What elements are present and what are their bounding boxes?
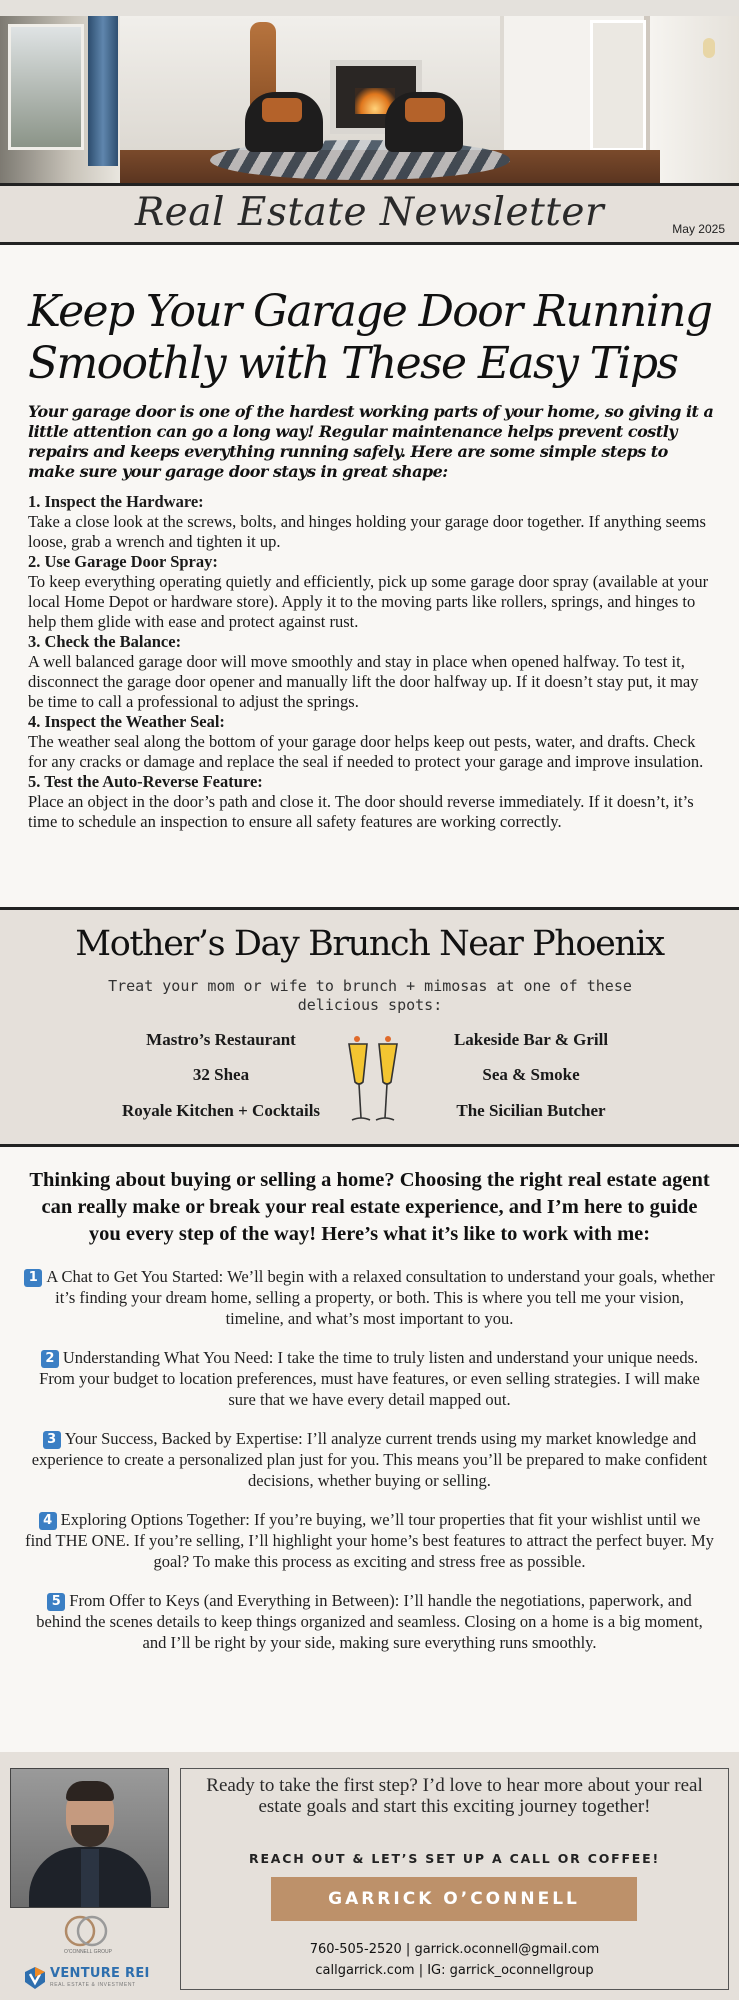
oconnell-group-logo bbox=[60, 1914, 112, 1948]
restaurant-name: 32 Shea bbox=[192, 1065, 250, 1084]
contact-box bbox=[180, 1768, 729, 1990]
newsletter-header bbox=[0, 183, 739, 245]
step-number-badge: 4 bbox=[39, 1512, 57, 1530]
process-step bbox=[24, 1509, 715, 1572]
tip-heading: 5. Test the Auto-Reverse Feature: bbox=[28, 772, 263, 791]
tip-body: Place an object in the door’s path and close it. The door should reverse immediately. If it doesn’t, it’s time to schedule an inspection to ensure all safety features are working correctly. bbox=[28, 792, 694, 831]
agent-lead: Thinking about buying or selling a home? Choosing the right real estate agent can really make or break your real estate experience, and I’m here to guide you every step of the way! Here’s what it’s like to work with me: bbox=[29, 1169, 710, 1245]
step-text: Your Success, Backed by Expertise: I’ll analyze current trends using my market knowledge and experience to create a personalized plan just for you. This means you’ll be prepared to make confident decisions, whether buying or selling. bbox=[31, 1429, 708, 1490]
process-step bbox=[24, 1590, 715, 1653]
newsletter-title: Real Estate Newsletter bbox=[134, 190, 605, 235]
article-title: Keep Your Garage Door Running Smoothly with These Easy Tips bbox=[28, 286, 712, 389]
restaurant-name: Mastro’s Restaurant bbox=[146, 1030, 296, 1049]
brunch-subtitle: Treat your mom or wife to brunch + mimosas at one of these delicious spots: bbox=[108, 977, 632, 1014]
tip-body: The weather seal along the bottom of your garage door helps keep out pests, water, and drafts. Check for any cracks or damage and replace the seal if needed to protect your garage and improve insulation. bbox=[28, 732, 704, 771]
agent-section bbox=[24, 1167, 715, 1653]
article-intro: Your garage door is one of the hardest working parts of your home, so giving it a little attention can go a long way! Regular maintenance helps prevent costly repairs and keeps everything running safely. Here are some simple steps to make sure your garage door stays in great shape: bbox=[28, 402, 714, 481]
brand-logos bbox=[20, 1914, 160, 1994]
tip-item bbox=[28, 552, 718, 632]
process-step bbox=[24, 1428, 715, 1491]
cta-callout: REACH OUT & LET’S SET UP A CALL OR COFFEE! bbox=[249, 1851, 660, 1866]
garage-article bbox=[28, 286, 718, 832]
hero-photo bbox=[0, 0, 739, 183]
tip-body: To keep everything operating quietly and efficiently, pick up some garage door spray (available at your local Home Depot or hardware store). Apply it to the moving parts like rollers, springs, and hinges to help them glide with ease and protect against rust. bbox=[28, 572, 709, 631]
tip-heading: 3. Check the Balance: bbox=[28, 632, 182, 651]
tip-heading: 2. Use Garage Door Spray: bbox=[28, 552, 218, 571]
champagne-glasses-icon bbox=[341, 1030, 405, 1130]
venture-rei-brand: VENTURE REI bbox=[50, 1966, 150, 1981]
agent-photo bbox=[10, 1768, 169, 1908]
step-number-badge: 2 bbox=[41, 1350, 59, 1368]
step-number-badge: 1 bbox=[24, 1269, 42, 1287]
tip-body: A well balanced garage door will move smoothly and stay in place when opened halfway. To test it, disconnect the garage door opener and manually lift the door halfway up. If it doesn’t stay put, it may be time to call a professional to adjust the springs. bbox=[28, 652, 699, 711]
restaurant-name: Lakeside Bar & Grill bbox=[453, 1030, 609, 1049]
tip-body: Take a close look at the screws, bolts, and hinges holding your garage door together. If anything seems loose, grab a wrench and tighten it up. bbox=[28, 512, 706, 551]
restaurant-name: The Sicilian Butcher bbox=[456, 1101, 606, 1120]
tip-heading: 1. Inspect the Hardware: bbox=[28, 492, 204, 511]
cta-text: Ready to take the first step? I’d love to hear more about your real estate goals and start this exciting journey together! bbox=[206, 1775, 703, 1817]
contact-footer bbox=[0, 1752, 739, 2000]
step-number-badge: 3 bbox=[43, 1431, 61, 1449]
tip-item bbox=[28, 492, 718, 552]
brunch-title: Mother’s Day Brunch Near Phoenix bbox=[75, 924, 664, 964]
tips-list bbox=[28, 492, 718, 832]
tip-item bbox=[28, 632, 718, 712]
venture-rei-logo-icon bbox=[24, 1966, 46, 1990]
process-step bbox=[24, 1266, 715, 1329]
agent-name-banner[interactable]: GARRICK O’CONNELL bbox=[271, 1877, 637, 1921]
process-step bbox=[24, 1347, 715, 1410]
issue-date: May 2025 bbox=[672, 222, 725, 236]
tip-item bbox=[28, 712, 718, 772]
step-text: A Chat to Get You Started: We’ll begin with a relaxed consultation to understand your goals, whether it’s finding your dream home, selling a property, or both. This is where you tell me your vision, timeline, and what’s most important to you. bbox=[46, 1267, 715, 1328]
venture-rei-tagline: REAL ESTATE & INVESTMENT bbox=[50, 1982, 136, 1988]
tip-heading: 4. Inspect the Weather Seal: bbox=[28, 712, 225, 731]
restaurant-name: Sea & Smoke bbox=[482, 1065, 580, 1084]
step-text: From Offer to Keys (and Everything in Between): I’ll handle the negotiations, paperwork, and behind the scenes details to keep things organized and seamless. Closing on a home is a big moment, and I’ll be right by your side, making sure everything runs smoothly. bbox=[36, 1591, 703, 1652]
step-text: Understanding What You Need: I take the time to truly listen and understand your unique needs. From your budget to location preferences, must have features, or even selling strategies. I will make sure that we have every detail mapped out. bbox=[39, 1348, 700, 1409]
oconnell-group-text: O'CONNELL GROUP bbox=[63, 1949, 112, 1955]
website-instagram-line[interactable]: callgarrick.com | IG: garrick_oconnellgroup bbox=[315, 1963, 594, 1978]
restaurant-name: Royale Kitchen + Cocktails bbox=[121, 1101, 321, 1120]
step-text: Exploring Options Together: If you’re buying, we’ll tour properties that fit your wishlist until we find THE ONE. If you’re selling, I’ll highlight your home’s best features to attract the perfect buyer. My goal? To make this process as exciting and stress free as possible. bbox=[25, 1510, 714, 1571]
tip-item bbox=[28, 772, 718, 832]
step-number-badge: 5 bbox=[47, 1593, 65, 1611]
phone-email-line[interactable]: 760-505-2520 | garrick.oconnell@gmail.com bbox=[309, 1942, 600, 1957]
brunch-section bbox=[0, 907, 739, 1147]
